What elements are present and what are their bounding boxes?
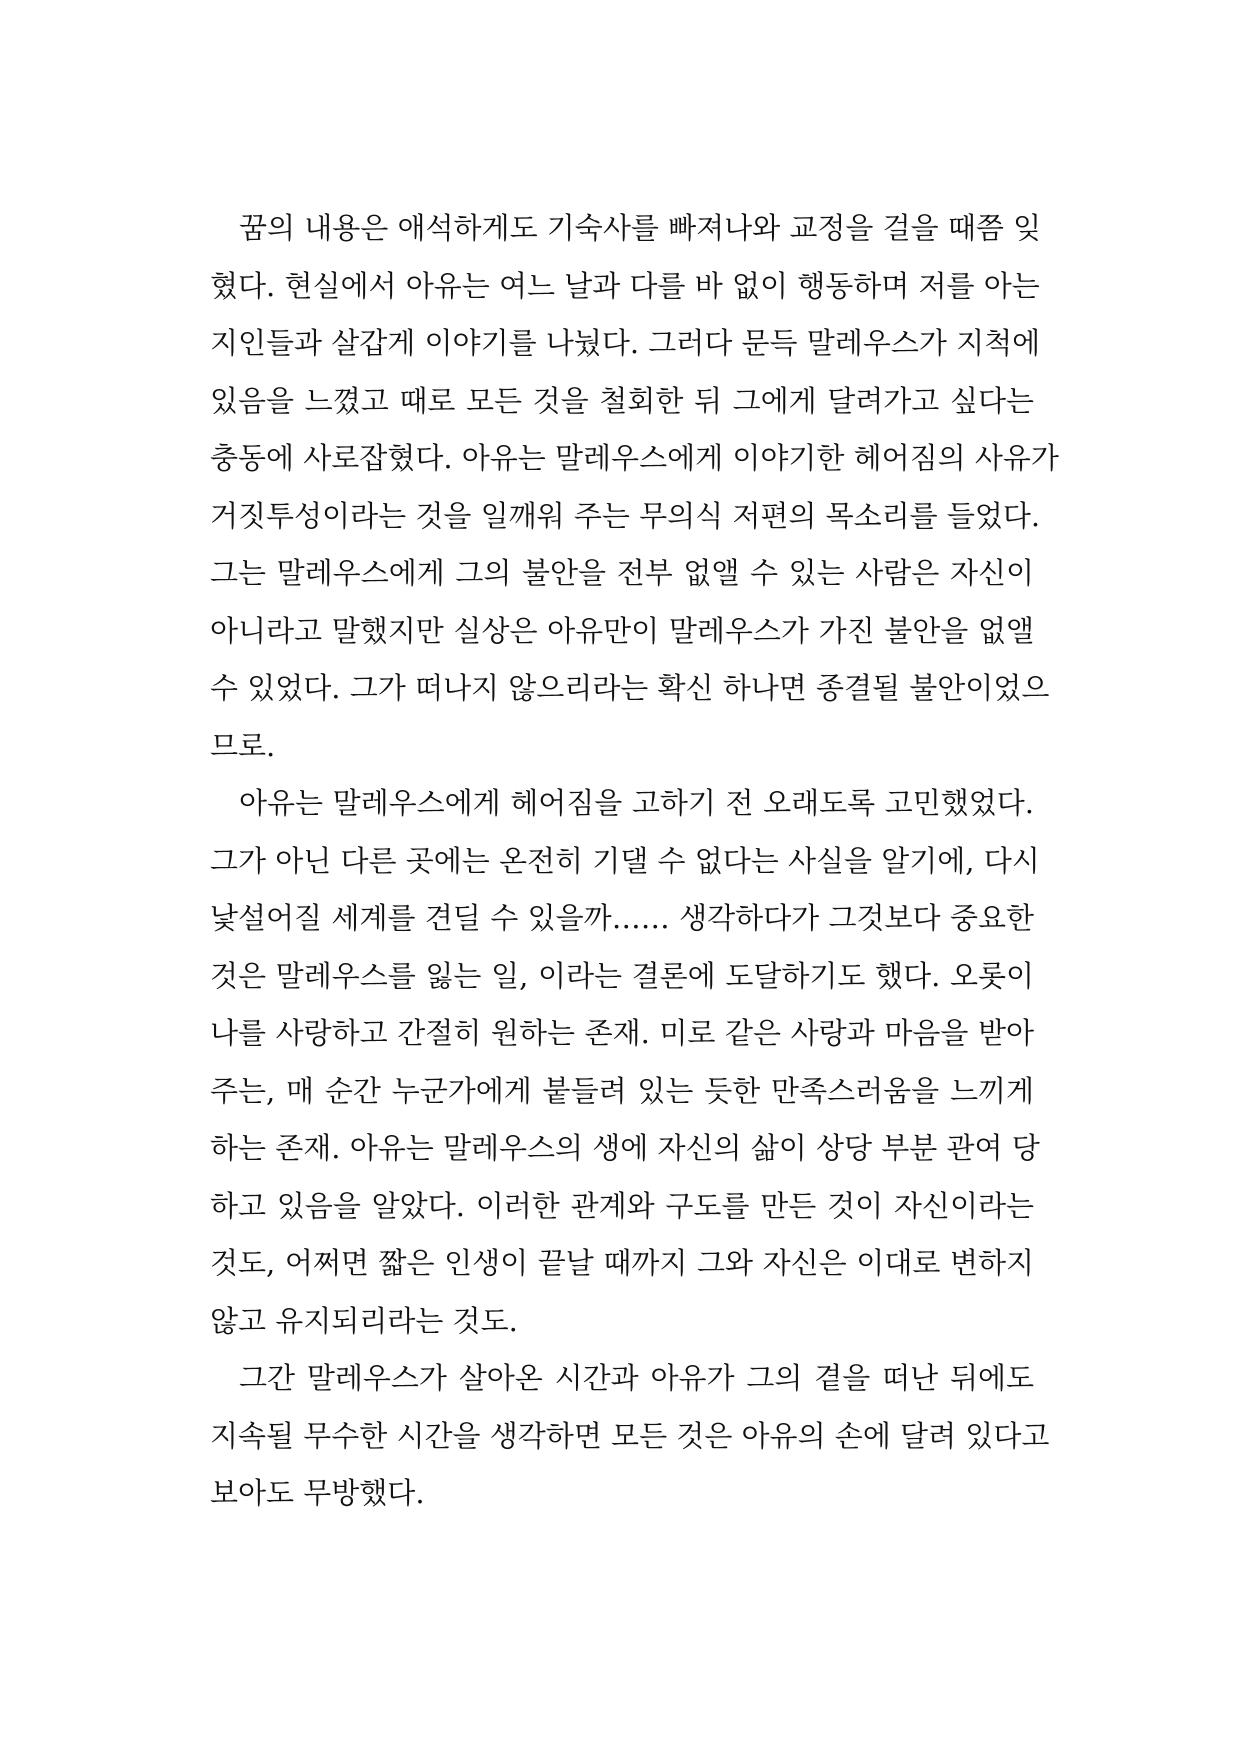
text-line: 므로. <box>210 728 276 763</box>
text-line: 아유는 말레우스에게 헤어짐을 고하기 전 오래도록 고민했었다. <box>239 786 1034 820</box>
text-line: 그는 말레우스에게 그의 불안을 전부 없앨 수 있는 사람은 자신이 <box>210 556 1034 590</box>
text-line: 것도, 어쩌면 짧은 인생이 끝날 때까지 그와 자신은 이대로 변하지 <box>210 1246 1034 1280</box>
text-line: 보아도 무방했다. <box>210 1476 425 1510</box>
text-line: 혔다. 현실에서 아유는 여느 날과 다를 바 없이 행동하며 저를 아는 <box>210 268 1040 303</box>
text-line: 거짓투성이라는 것을 일깨워 주는 무의식 저편의 목소리를 들었다. <box>210 498 1041 533</box>
text-line: 않고 유지되리라는 것도. <box>210 1303 518 1338</box>
text-line: 아니라고 말했지만 실상은 아유만이 말레우스가 가진 불안을 없앨 <box>210 613 1034 648</box>
text-line: 것은 말레우스를 잃는 일, 이라는 결론에 도달하기도 했다. 오롯이 <box>210 958 1034 993</box>
text-line: 지속될 무수한 시간을 생각하면 모든 것은 아유의 손에 달려 있다고 <box>210 1418 1050 1453</box>
text-line: 낯설어질 세계를 견딜 수 있을까…… 생각하다가 그것보다 중요한 <box>210 901 1034 935</box>
paragraph-2 <box>210 775 1040 1350</box>
text-line: 그가 아닌 다른 곳에는 온전히 기댈 수 없다는 사실을 알기에, 다시 <box>210 843 1040 878</box>
text-line: 그간 말레우스가 살아온 시간과 아유가 그의 곁을 떠난 뒤에도 <box>239 1361 1034 1395</box>
text-line: 있음을 느꼈고 때로 모든 것을 철회한 뒤 그에게 달려가고 싶다는 <box>210 383 1034 418</box>
text-line: 지인들과 살갑게 이야기를 나눴다. 그러다 문득 말레우스가 지척에 <box>210 326 1041 360</box>
text-line: 하고 있음을 알았다. 이러한 관계와 구도를 만든 것이 자신이라는 <box>210 1188 1034 1223</box>
text-line: 꿈의 내용은 애석하게도 기숙사를 빠져나와 교정을 걸을 때쯤 잊 <box>239 211 1042 245</box>
text-line: 나를 사랑하고 간절히 원하는 존재. 미로 같은 사랑과 마음을 받아 <box>210 1016 1034 1050</box>
paragraph-3 <box>210 1350 1050 1523</box>
body-text <box>210 200 1059 1523</box>
text-line: 충동에 사로잡혔다. 아유는 말레우스에게 이야기한 헤어짐의 사유가 <box>210 441 1059 475</box>
text-line: 수 있었다. 그가 떠나지 않으리라는 확신 하나면 종결될 불안이었으 <box>210 671 1050 705</box>
text-line: 주는, 매 순간 누군가에게 붙들려 있는 듯한 만족스러움을 느끼게 <box>210 1073 1034 1108</box>
paragraph-1 <box>210 200 1059 775</box>
text-line: 하는 존재. 아유는 말레우스의 생에 자신의 삶이 상당 부분 관여 당 <box>210 1131 1040 1165</box>
